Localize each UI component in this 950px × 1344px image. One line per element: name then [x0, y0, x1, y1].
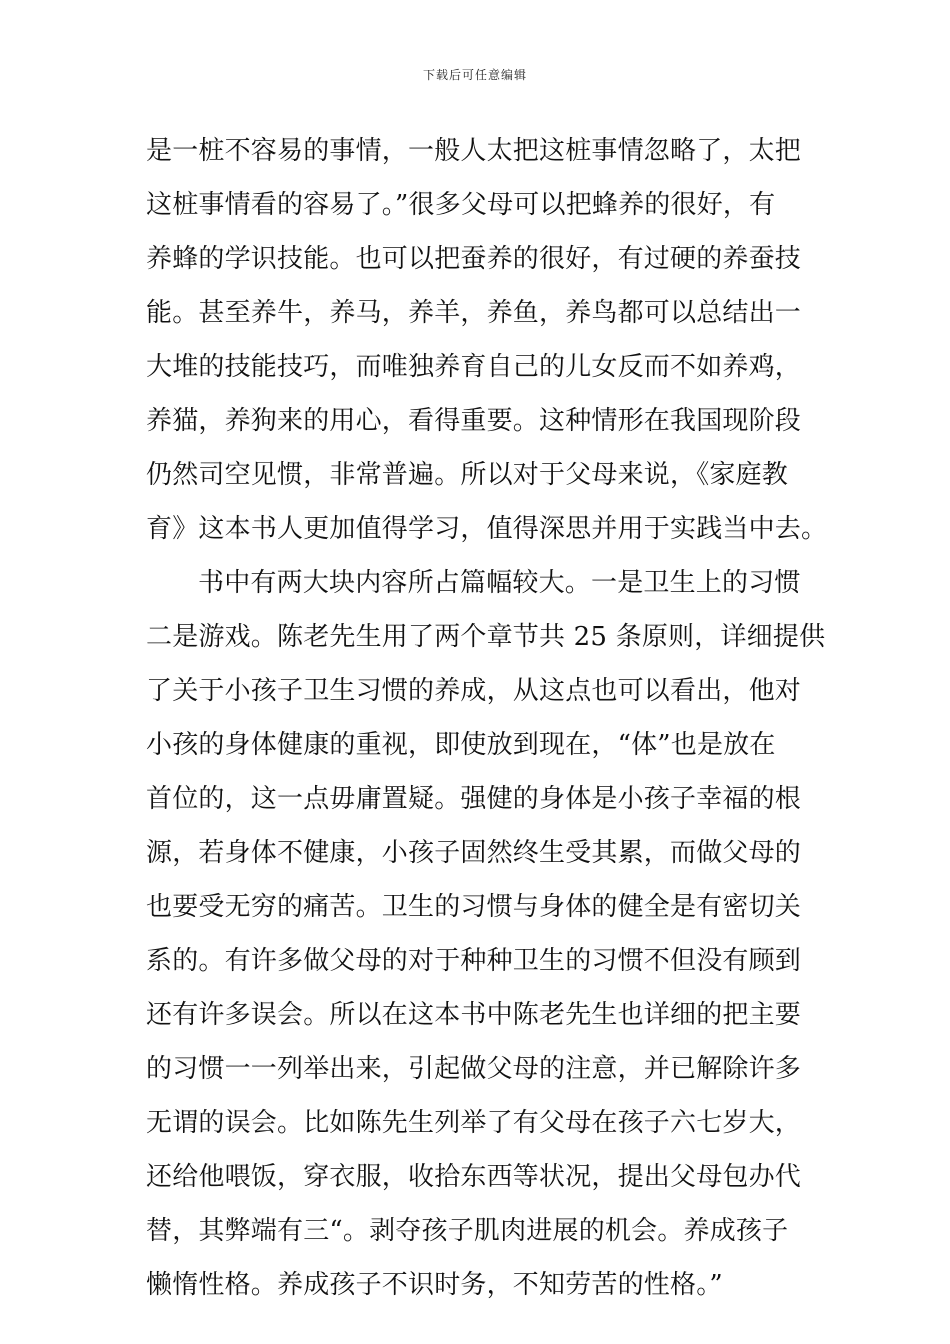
text-line: 小孩的身体健康的重视，即使放到现在，“体”也是放在 — [146, 730, 776, 760]
paragraph-1 — [146, 124, 828, 556]
text-line: 育》这本书人更加值得学习，值得深思并用于实践当中去。 — [146, 514, 828, 544]
text-line: 养蜂的学识技能。也可以把蚕养的很好，有过硬的养蚕技 — [146, 244, 802, 274]
text-line: 源，若身体不健康，小孩子固然终生受其累，而做父母的 — [146, 838, 802, 868]
text-line: 了关于小孩子卫生习惯的养成，从这点也可以看出，他对 — [146, 676, 802, 706]
text-line: 大堆的技能技巧，而唯独养育自己的儿女反而不如养鸡， — [146, 352, 802, 382]
page-header: 下载后可任意编辑 — [422, 68, 527, 82]
paragraph-2 — [146, 556, 826, 1312]
text-line: 书中有两大块内容所占篇幅较大。一是卫生上的习惯 — [198, 568, 801, 598]
text-line: 也要受无穷的痛苦。卫生的习惯与身体的健全是有密切关 — [146, 892, 802, 922]
text-line: 还有许多误会。所以在这本书中陈老先生也详细的把主要 — [146, 1000, 802, 1030]
text-line: 系的。有许多做父母的对于种种卫生的习惯不但没有顾到 — [146, 946, 802, 976]
text-line: 首位的，这一点毋庸置疑。强健的身体是小孩子幸福的根 — [146, 784, 802, 814]
text-line: 的习惯一一列举出来，引起做父母的注意，并已解除许多 — [146, 1054, 802, 1084]
text-line: 还给他喂饭，穿衣服，收拾东西等状况，提出父母包办代 — [146, 1162, 802, 1192]
body-text — [146, 124, 828, 1312]
text-line: 替，其弊端有三“。剥夺孩子肌肉进展的机会。养成孩子 — [146, 1216, 789, 1246]
text-line: 能。甚至养牛，养马，养羊，养鱼，养鸟都可以总结出一 — [146, 298, 802, 328]
text-line: 养猫，养狗来的用心，看得重要。这种情形在我国现阶段 — [146, 406, 802, 436]
text-line: 懒惰性格。养成孩子不识时务，不知劳苦的性格。” — [146, 1270, 723, 1300]
text-line: 这桩事情看的容易了。”很多父母可以把蜂养的很好，有 — [146, 190, 776, 220]
text-line: 二是游戏。陈老先生用了两个章节共 25 条原则，详细提供 — [146, 622, 826, 652]
text-line: 仍然司空见惯，非常普遍。所以对于父母来说，《家庭教 — [146, 460, 789, 490]
text-line: 无谓的误会。比如陈先生列举了有父母在孩子六七岁大， — [146, 1108, 802, 1138]
text-line: 是一桩不容易的事情，一般人太把这桩事情忽略了，太把 — [146, 136, 802, 166]
